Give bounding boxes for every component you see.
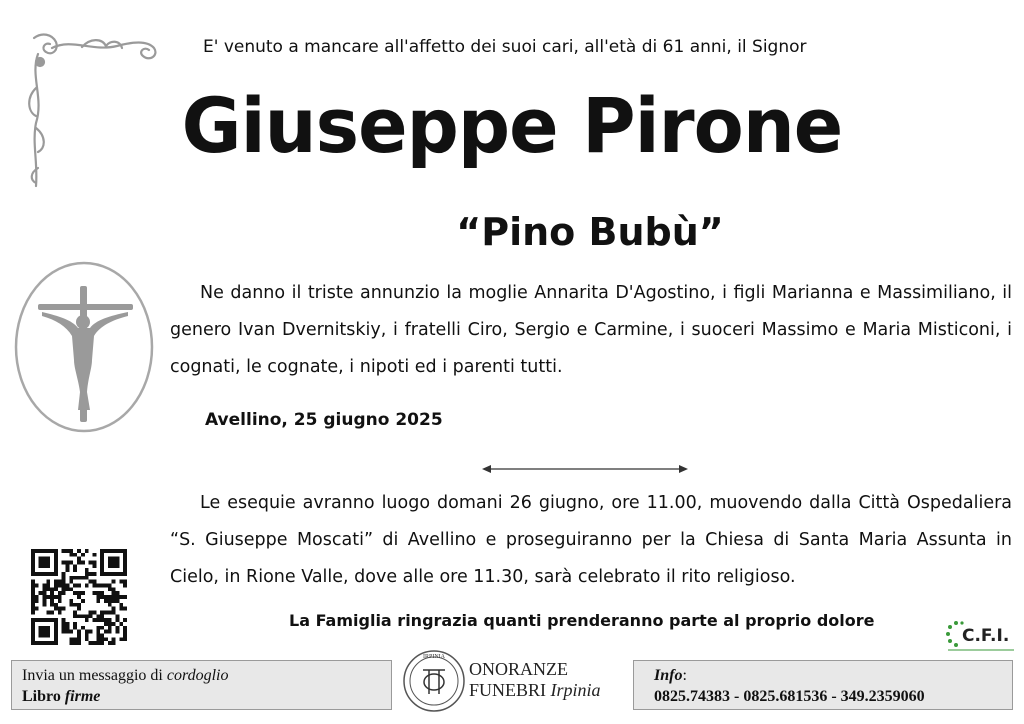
guestbook-link[interactable]: Libro firme: [22, 688, 101, 705]
funeral-paragraph: Le esequie avranno luogo domani 26 giugno, ore 11.00, muovendo dalla Città Ospedaliera “S. Giuseppe Moscati” di Avellino e proseguiranno per la Chiesa di Santa Maria Assunta in Cielo, in Rione Valle, dove alle ore 11.30, sarà celebrato il rito religioso.: [170, 493, 1012, 587]
announcement-paragraph: Ne danno il triste annunzio la moglie Annarita D'Agostino, i figli Marianna e Massimiliano, il genero Ivan Dvernitskiy, i fratelli Ciro, Sergio e Carmine, i suoceri Massimo e Maria Misticoni, i cognati, le cognate, i nipoti ed i parenti tutti.: [170, 283, 1012, 377]
double-arrow-icon: [482, 462, 688, 476]
cfi-logo: [940, 614, 1016, 654]
seal-top-text: IRPINIA: [423, 654, 445, 660]
funeral-home-name: ONORANZE FUNEBRI Irpinia: [469, 659, 601, 700]
cfi-label: C.F.I.: [962, 626, 1010, 646]
phone-numbers[interactable]: 0825.74383 - 0825.681536 - 349.2359060: [654, 688, 925, 705]
place-date: Avellino, 25 giugno 2025: [205, 410, 443, 430]
intro-text: E' venuto a mancare all'affetto dei suoi cari, all'età di 61 anni, il Signor: [203, 37, 807, 57]
condolence-link[interactable]: Invia un messaggio di cordoglio: [22, 667, 229, 684]
qr-code-icon[interactable]: [31, 549, 127, 645]
deceased-nickname: “Pino Bubù”: [456, 210, 724, 254]
info-label: Info:: [654, 667, 687, 684]
crucifix-icon: [14, 260, 154, 435]
info-box: [633, 660, 1013, 710]
deceased-name: Giuseppe Pirone: [181, 81, 843, 170]
funeral-home-seal-icon: [401, 646, 467, 716]
condolence-box[interactable]: [11, 660, 392, 710]
thanks-text: La Famiglia ringrazia quanti prenderanno parte al proprio dolore: [289, 611, 875, 630]
